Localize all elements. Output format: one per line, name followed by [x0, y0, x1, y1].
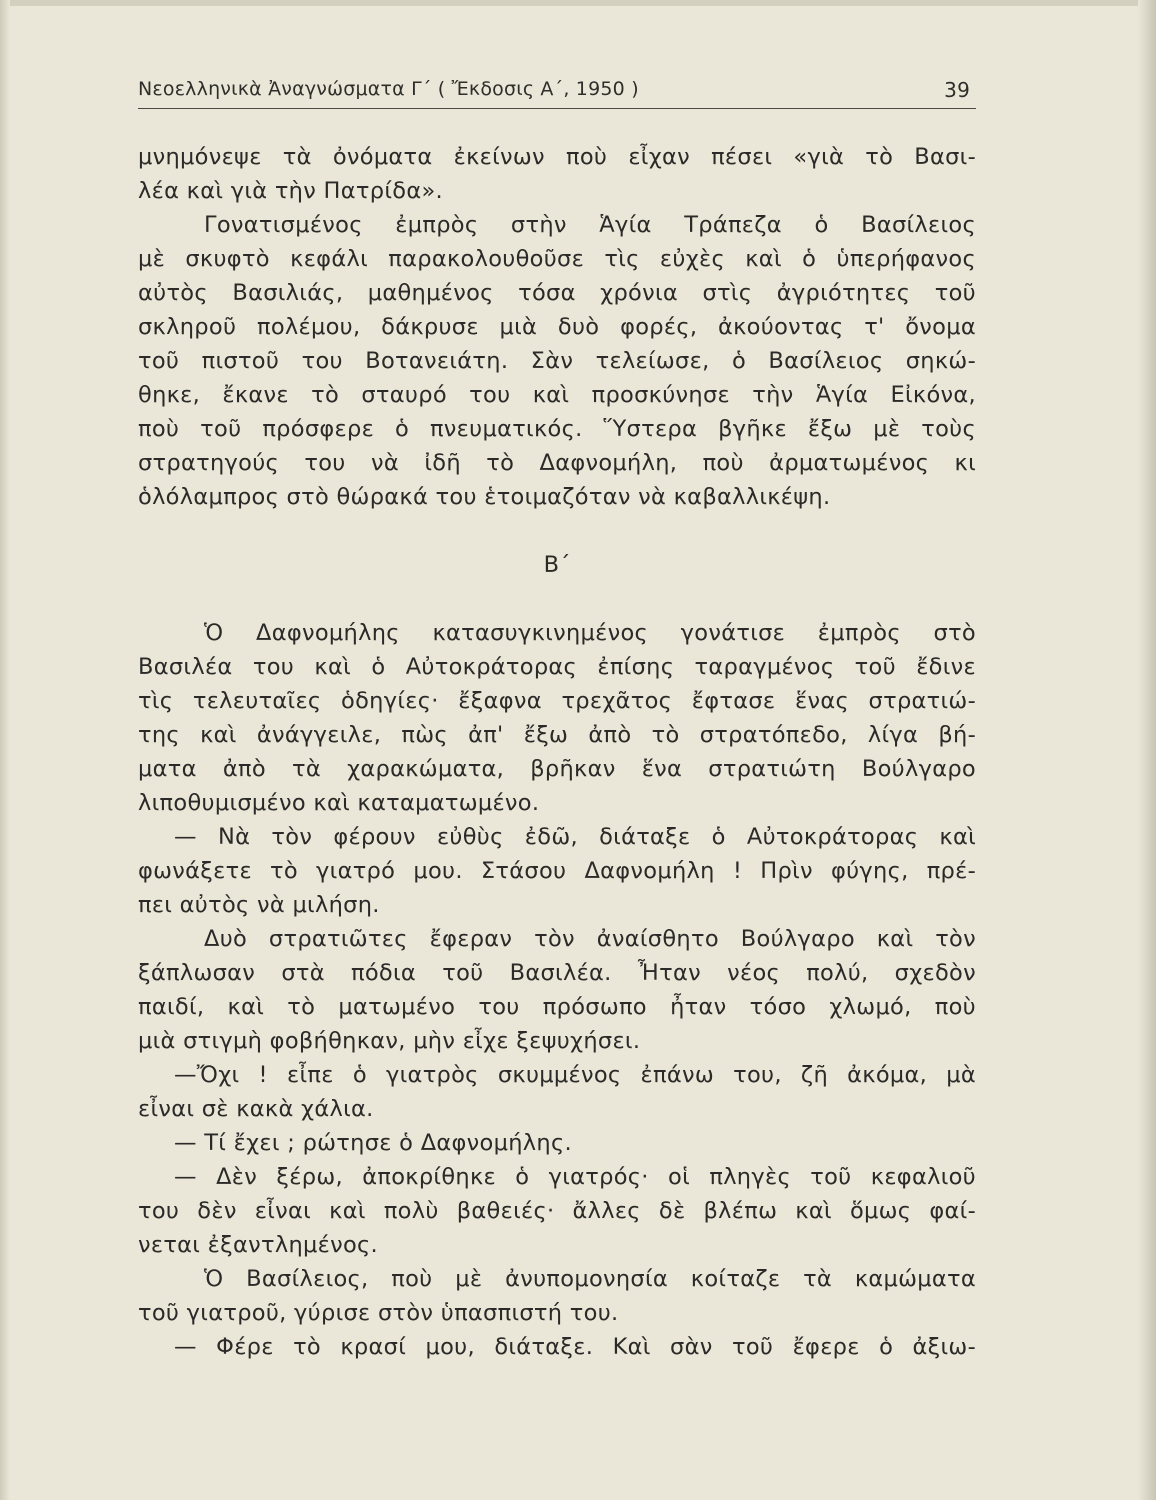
text-line: Δυὸ στρατιῶτες ἔφεραν τὸν ἀναίσθητο Βούλγαρο καὶ τὸν — [204, 926, 976, 952]
running-header — [138, 78, 974, 108]
text-line: λέα καὶ γιὰ τὴν Πατρίδα». — [138, 178, 443, 204]
text-line: αὐτὸς Βασιλιάς, μαθημένος τόσα χρόνια στὶς ἀγριότητες τοῦ — [138, 280, 976, 306]
text-line: μνημόνεψε τὰ ὀνόματα ἐκείνων ποὺ εἶχαν πέσει «γιὰ τὸ Βασι- — [138, 144, 976, 170]
text-line: μιὰ στιγμὴ φοβήθηκαν, μὴν εἶχε ξεψυχήσει. — [138, 1028, 641, 1054]
text-line: στρατηγούς του νὰ ἰδῆ τὸ Δαφνομήλη, ποὺ ἀρματωμένος κι — [138, 450, 976, 476]
text-line: τοῦ γιατροῦ, γύρισε στὸν ὑπασπιστή του. — [138, 1300, 619, 1326]
text-line: Ὁ Δαφνομήλης κατασυγκινημένος γονάτισε ἐμπρὸς στὸ — [204, 620, 976, 646]
page-top-edge — [0, 0, 1156, 6]
text-line: ὁλόλαμπρος στὸ θώρακά του ἑτοιμαζόταν νὰ καβαλλικέψη. — [138, 484, 831, 510]
text-line: νεται ἐξαντλημένος. — [138, 1232, 378, 1258]
page-number: 39 — [944, 78, 970, 102]
text-line: Βασιλέα του καὶ ὁ Αὐτοκράτορας ἐπίσης ταραγμένος τοῦ ἔδινε — [138, 654, 976, 680]
spacer — [138, 514, 976, 548]
text-line: σκληροῦ πολέμου, δάκρυσε μιὰ δυὸ φορές, ἀκούοντας τ' ὄνομα — [138, 314, 976, 340]
section-heading: Β΄ — [543, 552, 571, 578]
text-line: — Νὰ τὸν φέρουν εὐθὺς ἐδῶ, διάταξε ὁ Αὐτοκράτορας καὶ — [174, 824, 976, 850]
running-title: Νεοελληνικὰ Ἀναγνώσματα Γ΄ ( Ἔκδοσις Α΄, 1950 ) — [138, 78, 639, 100]
text-line: — Δὲν ξέρω, ἀποκρίθηκε ὁ γιατρός· οἱ πληγὲς τοῦ κεφαλιοῦ — [174, 1164, 976, 1190]
text-line: εἶναι σὲ κακὰ χάλια. — [138, 1096, 374, 1122]
header-rule — [138, 108, 976, 109]
text-line: —Ὄχι ! εἶπε ὁ γιατρὸς σκυμμένος ἐπάνω του, ζῆ ἀκόμα, μὰ — [174, 1062, 976, 1088]
page-right-edge — [1138, 0, 1156, 1500]
text-line: μὲ σκυφτὸ κεφάλι παρακολουθοῦσε τὶς εὐχὲς καὶ ὁ ὑπερήφανος — [138, 246, 976, 272]
text-line: τοῦ πιστοῦ του Βοτανειάτη. Σὰν τελείωσε, ὁ Βασίλειος σηκώ- — [138, 348, 976, 374]
text-line: — Φέρε τὸ κρασί μου, διάταξε. Καὶ σὰν τοῦ ἔφερε ὁ ἀξιω- — [174, 1334, 976, 1360]
text-line: τὶς τελευταῖες ὁδηγίες· ἔξαφνα τρεχᾶτος ἔφτασε ἕνας στρατιώ- — [138, 688, 976, 714]
text-line: ποὺ τοῦ πρόσφερε ὁ πνευματικός. Ὕστερα βγῆκε ἔξω μὲ τοὺς — [138, 416, 976, 442]
text-line: παιδί, καὶ τὸ ματωμένο του πρόσωπο ἦταν τόσο χλωμό, ποὺ — [138, 994, 976, 1020]
text-line: Γονατισμένος ἐμπρὸς στὴν Ἁγία Τράπεζα ὁ Βασίλειος — [204, 212, 976, 238]
text-line: θηκε, ἔκανε τὸ σταυρό του καὶ προσκύνησε τὴν Ἁγία Εἰκόνα, — [138, 382, 976, 408]
text-line: ξάπλωσαν στὰ πόδια τοῦ Βασιλέα. Ἦταν νέος πολύ, σχεδὸν — [138, 960, 976, 986]
text-line: φωνάξετε τὸ γιατρό μου. Στάσου Δαφνομήλη ! Πρὶν φύγης, πρέ- — [138, 858, 976, 884]
body-text — [138, 140, 976, 1364]
text-line: λιποθυμισμένο καὶ καταματωμένο. — [138, 790, 540, 816]
text-line: Ὁ Βασίλειος, ποὺ μὲ ἀνυπομονησία κοίταζε τὰ καμώματα — [204, 1266, 976, 1292]
text-line: πει αὐτὸς νὰ μιλήση. — [138, 892, 380, 918]
text-line: — Τί ἔχει ; ρώτησε ὁ Δαφνομήλης. — [174, 1130, 572, 1156]
text-line: της καὶ ἀνάγγειλε, πὼς ἀπ' ἔξω ἀπὸ τὸ στρατόπεδο, λίγα βή- — [138, 722, 976, 748]
text-line: ματα ἀπὸ τὰ χαρακώματα, βρῆκαν ἕνα στρατιώτη Βούλγαρο — [138, 756, 976, 782]
page-left-edge — [0, 0, 10, 1500]
text-line: του δὲν εἶναι καὶ πολὺ βαθειές· ἄλλες δὲ βλέπω καὶ ὅμως φαί- — [138, 1198, 976, 1224]
